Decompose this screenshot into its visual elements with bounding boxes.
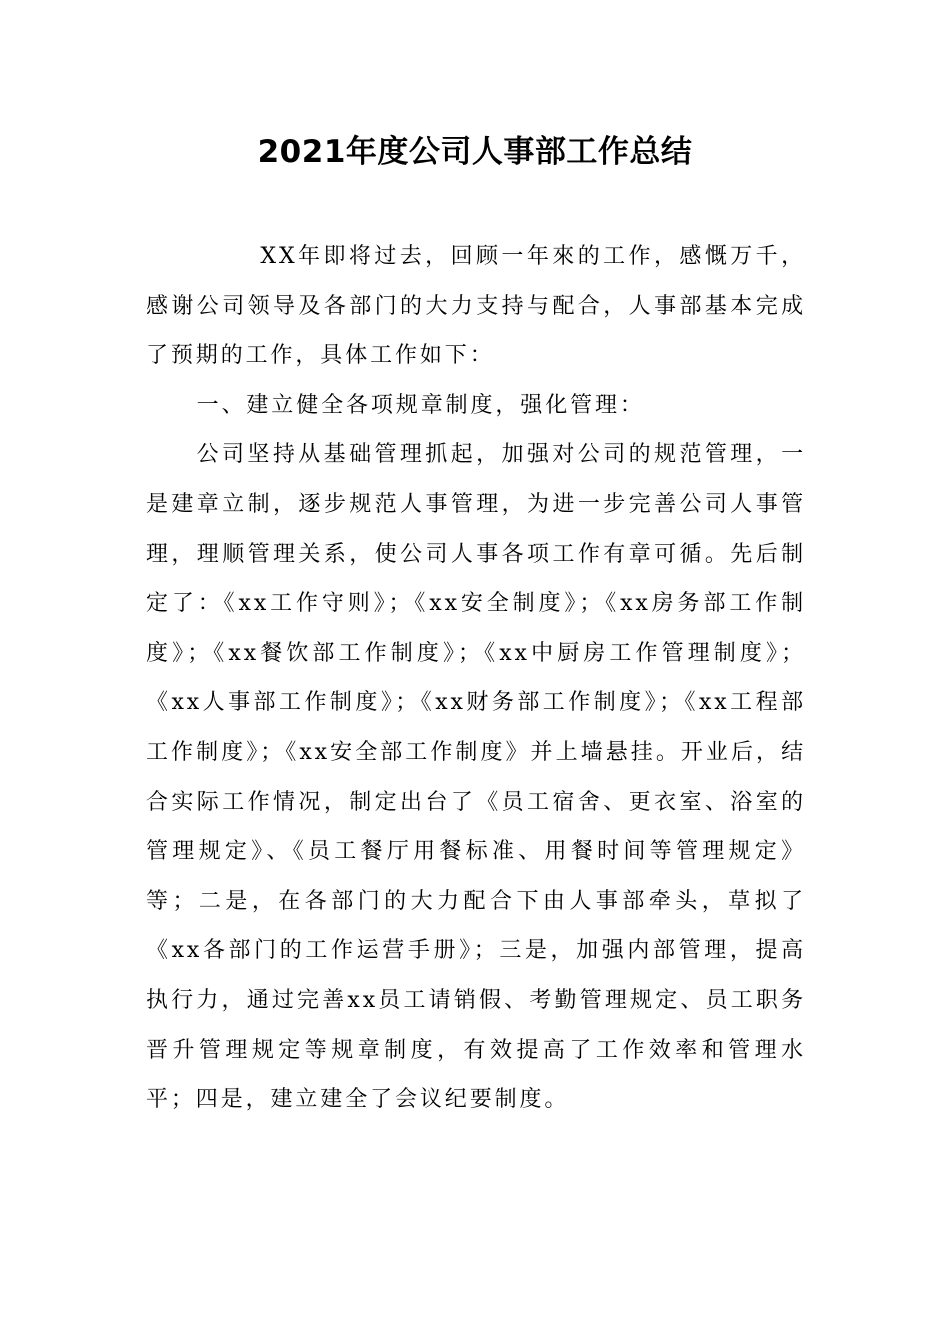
document-body: [146, 232, 806, 1125]
section-heading: 一、建立健全各项规章制度，强化管理：: [196, 392, 645, 418]
document-title: 2021年度公司人事部工作总结: [257, 134, 693, 170]
paragraph-intro: XX年即将过去，回顾一年來的工作，感慨万千，感谢公司领导及各部门的大力支持与配合，人事部基本完成了预期的工作，具体工作如下：: [146, 244, 806, 369]
paragraph-regulations: 公司坚持从基础管理抓起，加强对公司的规范管理，一是建章立制，逐步规范人事管理，为进一步完善公司人事管理，理顺管理关系，使公司人事各项工作有章可循。先后制定了：《xx工作守则》；《xx安全制度》；《xx房务部工作制度》；《xx餐饮部工作制度》；《xx中厨房工作管理制度》；《xx人事部工作制度》；《xx财务部工作制度》；《xx工程部工作制度》；《xx安全部工作制度》并上墙悬挂。开业后，结合实际工作情况，制定出台了《员工宿舍、更衣室、浴室的管理规定》、《员工餐厅用餐标准、用餐时间等管理规定》等；二是，在各部门的大力配合下由人事部牵头，草拟了《xx各部门的工作运营手册》；三是，加强内部管理，提高执行力，通过完善xx员工请销假、考勤管理规定、员工职务晋升管理规定等规章制度，有效提高了工作效率和管理水平；四是，建立建全了会议纪要制度。: [146, 442, 806, 1113]
